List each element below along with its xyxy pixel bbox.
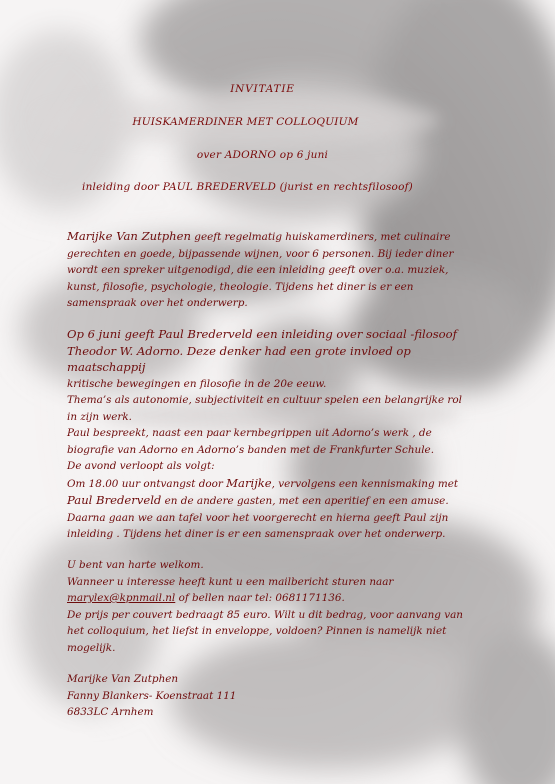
text-line: , vervolgens een kennismaking met <box>271 477 459 490</box>
signature-block <box>67 671 487 721</box>
text-line: geeft regelmatig huiskamerdiners, met culinaire <box>190 231 451 243</box>
text-line: U bent van harte welkom. <box>67 559 204 571</box>
text-line: Daarna gaan we aan tafel voor het voorgerecht en hierna geeft Paul zijn <box>67 511 449 524</box>
paragraph-intro <box>67 228 487 312</box>
text-line: Theodor W. Adorno. Deze denker had een grote invloed op maatschappij <box>67 343 411 374</box>
text-line: De avond verloopt als volgt: <box>67 460 215 472</box>
text-line: kunst, filosofie, psychologie, theologie. Tijdens het diner is er een <box>67 280 414 293</box>
text-line: Op 6 juni geeft Paul Brederveld een inleiding over sociaal -filosoof <box>67 327 457 341</box>
text-line: en de andere gasten, met een aperitief en een amuse. <box>161 495 449 507</box>
host-name: Marijke Van Zutphen <box>67 229 191 243</box>
text-line: biografie van Adorno en Adorno’s banden met de Frankfurter Schule. <box>67 443 434 456</box>
signature-street: Fanny Blankers- Koenstraat 111 <box>67 689 237 702</box>
text-line: Thema’s als autonomie, subjectiviteit en cultuur spelen een belangrijke rol <box>67 394 462 406</box>
text-line: inleiding . Tijdens het diner is er een samenspraak over het onderwerp. <box>67 528 446 540</box>
text-line: Om 18.00 uur ontvangst door <box>67 477 227 490</box>
text-line: samenspraak over het onderwerp. <box>67 297 248 309</box>
email-link[interactable]: marylex@kpnmail.nl <box>67 592 176 604</box>
paragraph-schedule <box>67 458 487 543</box>
signature-name: Marijke Van Zutphen <box>67 673 179 685</box>
invitation-title: INVITATIE <box>230 83 295 95</box>
signature-city: 6833LC Arnhem <box>67 706 154 718</box>
text-line: Paul bespreekt, naast een paar kernbegrippen uit Adorno’s werk , de <box>67 427 432 439</box>
text-line: het colloquium, het liefst in enveloppe, voldoen? Pinnen is namelijk niet <box>67 625 447 637</box>
text-line: in zijn werk. <box>67 410 132 423</box>
text-line: gerechten en goede, bijpassende wijnen, voor 6 personen. Bij ieder diner <box>67 247 454 260</box>
invitation-subtitle: HUISKAMERDINER MET COLLOQUIUM <box>132 116 359 128</box>
host-name: Marijke <box>226 475 272 490</box>
paragraph-contact <box>67 557 487 656</box>
invitation-date-line: over ADORNO op 6 juni <box>196 149 329 161</box>
text-line: mogelijk. <box>67 641 116 654</box>
text-line: Wanneer u interesse heeft kunt u een mailbericht sturen naar <box>67 575 394 588</box>
text-line: kritische bewegingen en filosofie in de 20e eeuw. <box>67 377 327 390</box>
text-line: De prijs per couvert bedraagt 85 euro. Wilt u dit bedrag, voor aanvang van <box>67 608 463 621</box>
paragraph-topic <box>67 326 487 458</box>
speaker-name: Paul Brederveld <box>67 493 162 507</box>
text-line: wordt een spreker uitgenodigd, die een inleiding geeft over o.a. muziek, <box>67 264 449 276</box>
text-line: of bellen naar tel: 0681171136. <box>175 592 345 604</box>
invitation-speaker-line: inleiding door PAUL BREDERVELD (jurist en rechtsfilosoof) <box>82 181 413 193</box>
